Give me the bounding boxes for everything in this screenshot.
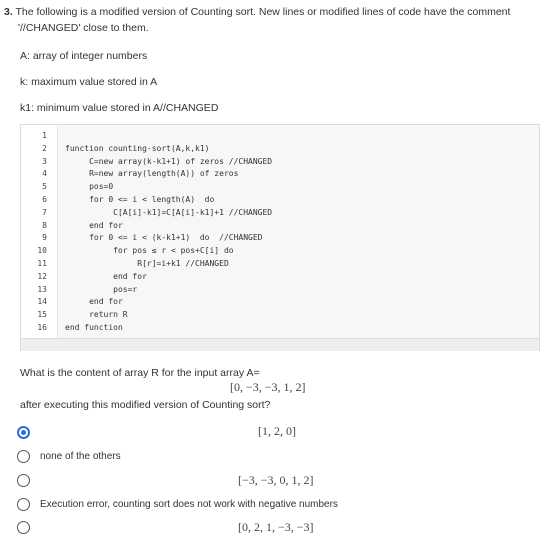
code-text: pos=0 [65,182,114,192]
line-number: 3 [42,156,47,166]
code-text: return R [65,310,128,320]
param-k: k: maximum value stored in A [20,76,158,88]
question-intro: The following is a modified version of Counting sort. New lines or modified lines of code have the comment [15,6,511,18]
param-a: A: array of integer numbers [20,50,148,62]
line-number: 1 [42,131,47,140]
line-number: 5 [42,182,47,192]
code-text: end for [65,220,123,230]
code-block [20,124,540,351]
question-header [4,4,544,36]
question-prompt: What is the content of array R for the input array A= [20,367,260,379]
code-text: R[r]=i+k1 //CHANGED [65,259,229,268]
code-text: function counting-sort(A,k,k1) [65,143,210,153]
option-1-math: [1, 2, 0] [258,424,296,438]
option-1-radio[interactable] [17,426,30,439]
code-text: for 0 <= i < (k-k1+1) do //CHANGED [65,233,263,243]
question-after: after executing this modified version of Counting sort? [20,399,271,411]
option-4-label[interactable]: Execution error, counting sort does not work with negative numbers [40,499,338,510]
param-k1: k1: minimum value stored in A//CHANGED [20,102,219,114]
code-text: end for [65,271,147,281]
input-array: [0, −3, −3, 1, 2] [230,380,306,394]
code-text: C=new array(k-k1+1) of zeros //CHANGED [65,156,273,166]
code-text: pos=r [65,284,138,294]
question-intro-cont: '//CHANGED' close to them. [18,22,149,34]
option-3-math: [−3, −3, 0, 1, 2] [238,473,314,487]
line-number: 12 [37,271,47,281]
code-text: end for [65,297,123,307]
line-number: 16 [37,323,47,332]
option-2-label[interactable]: none of the others [40,451,121,462]
question-number: 3. [4,6,13,18]
code-text: for 0 <= i < length(A) do [65,195,215,204]
option-3-radio[interactable] [17,474,30,487]
code-text: R=new array(length(A)) of zeros [65,169,239,179]
option-5-radio[interactable] [17,521,30,534]
line-number: 6 [42,195,47,204]
code-text: end function [65,323,123,332]
option-5-math: [0, 2, 1, −3, −3] [238,520,314,534]
option-4-radio[interactable] [17,498,30,511]
line-number: 4 [42,169,47,179]
code-scrollbar[interactable] [21,338,539,351]
line-number: 9 [42,233,47,243]
line-number: 7 [42,207,47,217]
line-number: 2 [42,143,47,153]
line-number: 14 [37,297,47,307]
option-2-radio[interactable] [17,450,30,463]
line-number: 13 [37,284,47,294]
line-number: 11 [37,259,47,268]
line-number: 15 [37,310,47,320]
line-number: 10 [37,246,47,256]
code-text: for pos ≤ r < pos+C[i] do [65,246,234,256]
code-text: C[A[i]-k1]=C[A[i]-k1]+1 //CHANGED [65,207,273,217]
line-number: 8 [42,220,47,230]
